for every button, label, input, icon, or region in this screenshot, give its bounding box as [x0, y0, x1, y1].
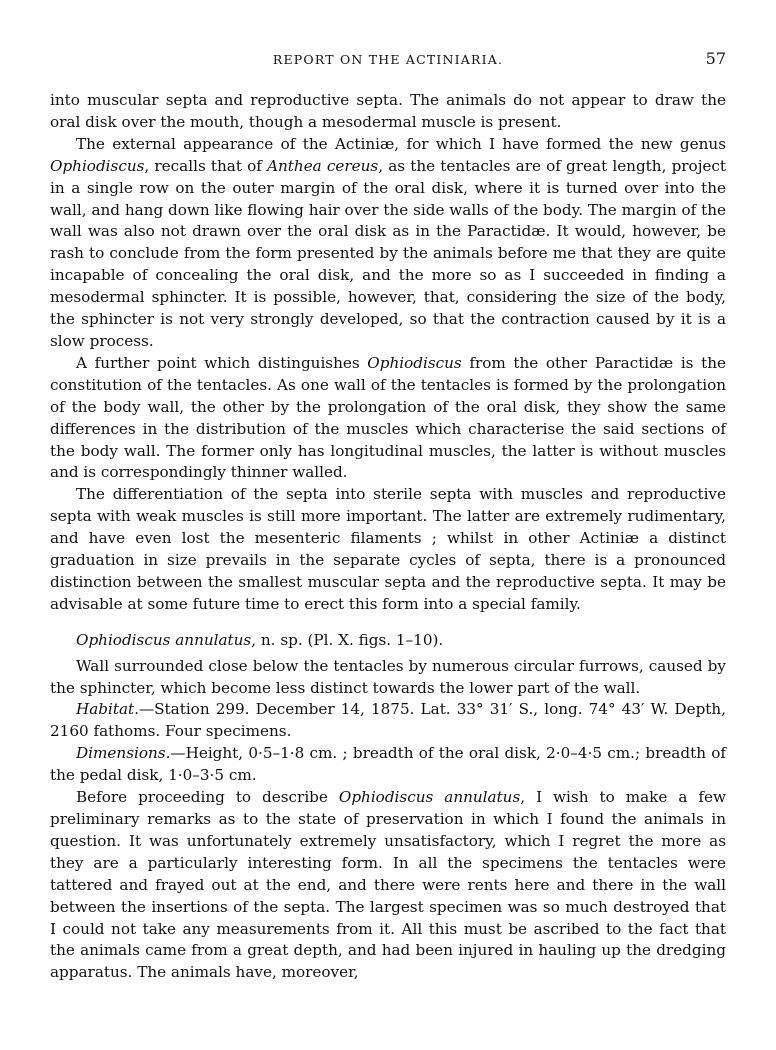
- habitat-text: —Station 299. December 14, 1875. Lat. 33° 31′ S., long. 74° 43′ W. Depth, 2160 fathoms. Four specimens.: [50, 700, 726, 741]
- page-number: 57: [705, 49, 726, 68]
- running-title: REPORT ON THE ACTINIARIA.: [272, 52, 504, 67]
- paragraph-text: into muscular septa and reproductive septa. The animals do not appear to draw the oral disk over the mouth, though a mesodermal muscle is present.: [50, 91, 726, 131]
- species-heading-name: Ophiodiscus annulatus: [76, 630, 252, 649]
- dimensions-text: —Height, 0·5–1·8 cm. ; breadth of the oral disk, 2·0–4·5 cm.; breadth of the pedal disk, 1·0–3·5 cm.: [50, 744, 726, 785]
- paragraph-text: , recalls that of: [144, 156, 268, 175]
- document-page: [50, 40, 726, 984]
- dimensions-label: Dimensions.: [76, 744, 171, 763]
- paragraph-text: Wall surrounded close below the tentacles by numerous circular furrows, caused by the sphincter, which become less distinct towards the lower part of the wall.: [50, 656, 726, 697]
- species-heading-rest: , n. sp. (Pl. X. figs. 1–10).: [251, 630, 444, 649]
- paragraph-dimensions: [50, 743, 726, 787]
- paragraph-septa: [50, 484, 726, 615]
- paragraph-text: from the other Paractidæ is the constitution of the tentacles. As one wall of the tentacles is formed by the prolongation of the body wall, the other by the prolongation of the oral disk, they show the same differences in the distribution of the muscles which characterise the said sections of the body wall. The former only has longitudinal muscles, the latter is without muscles and is correspondingly thinner walled.: [50, 353, 726, 482]
- paragraph-wall-description: [50, 656, 726, 700]
- paragraph-tentacles: [50, 353, 726, 484]
- paragraph-text: A further point which distinguishes: [76, 353, 368, 372]
- paragraph-text: The external appearance of the Actiniæ, for which I have formed the new genus: [76, 134, 726, 153]
- habitat-label: Habitat.: [76, 700, 139, 719]
- paragraph-continuation: [50, 90, 726, 134]
- running-header: [50, 40, 726, 70]
- species-heading: [50, 630, 726, 652]
- paragraph-text: , as the tentacles are of great length, project in a single row on the outer margin of the oral disk, where it is turned over into the wall, and hang down like flowing hair over the side walls of the body. The margin of the wall was also not drawn over the oral disk as in the Paractidæ. It would, however, be rash to conclude from the form presented by the animals before me that they are quite incapable of concealing the oral disk, and the more so as I succeeded in finding a mesodermal sphincter. It is possible, however, that, considering the size of the body, the sphincter is not very strongly developed, so that the contraction caused by it is a slow process.: [50, 156, 726, 350]
- paragraph-habitat: [50, 699, 726, 743]
- species-name: Anthea cereus: [267, 156, 379, 175]
- species-name: Ophiodiscus annulatus: [338, 788, 521, 807]
- paragraph-external-appearance: [50, 134, 726, 353]
- paragraph-text: The differentiation of the septa into sterile septa with muscles and reproductive septa with weak muscles is still more important. The latter are extremely rudimentary, and have even lost the mesenteric filaments ; whilst in other Actiniæ a distinct graduation in size prevails in the separate cycles of septa, there is a pronounced distinction between the smallest muscular septa and the reproductive septa. It may be advisable at some future time to erect this form into a special family.: [50, 485, 726, 613]
- paragraph-preservation: [50, 787, 726, 984]
- genus-name: Ophiodiscus: [50, 156, 145, 175]
- genus-name: Ophiodiscus: [367, 353, 462, 372]
- body-text: [50, 90, 726, 984]
- paragraph-text: , I wish to make a few preliminary remarks as to the state of preservation in which I found the animals in question. It was unfortunately extremely unsatisfactory, which I regret the more as they are a particularly interesting form. In all the specimens the tentacles were tattered and frayed out at the end, and there were rents here and there in the wall between the insertions of the septa. The largest specimen was so much destroyed that I could not take any measurements from it. All this must be ascribed to the fact that the animals came from a great depth, and had been injured in hauling up the dredging apparatus. The animals have, moreover,: [50, 788, 726, 982]
- paragraph-text: Before proceeding to describe: [76, 788, 339, 807]
